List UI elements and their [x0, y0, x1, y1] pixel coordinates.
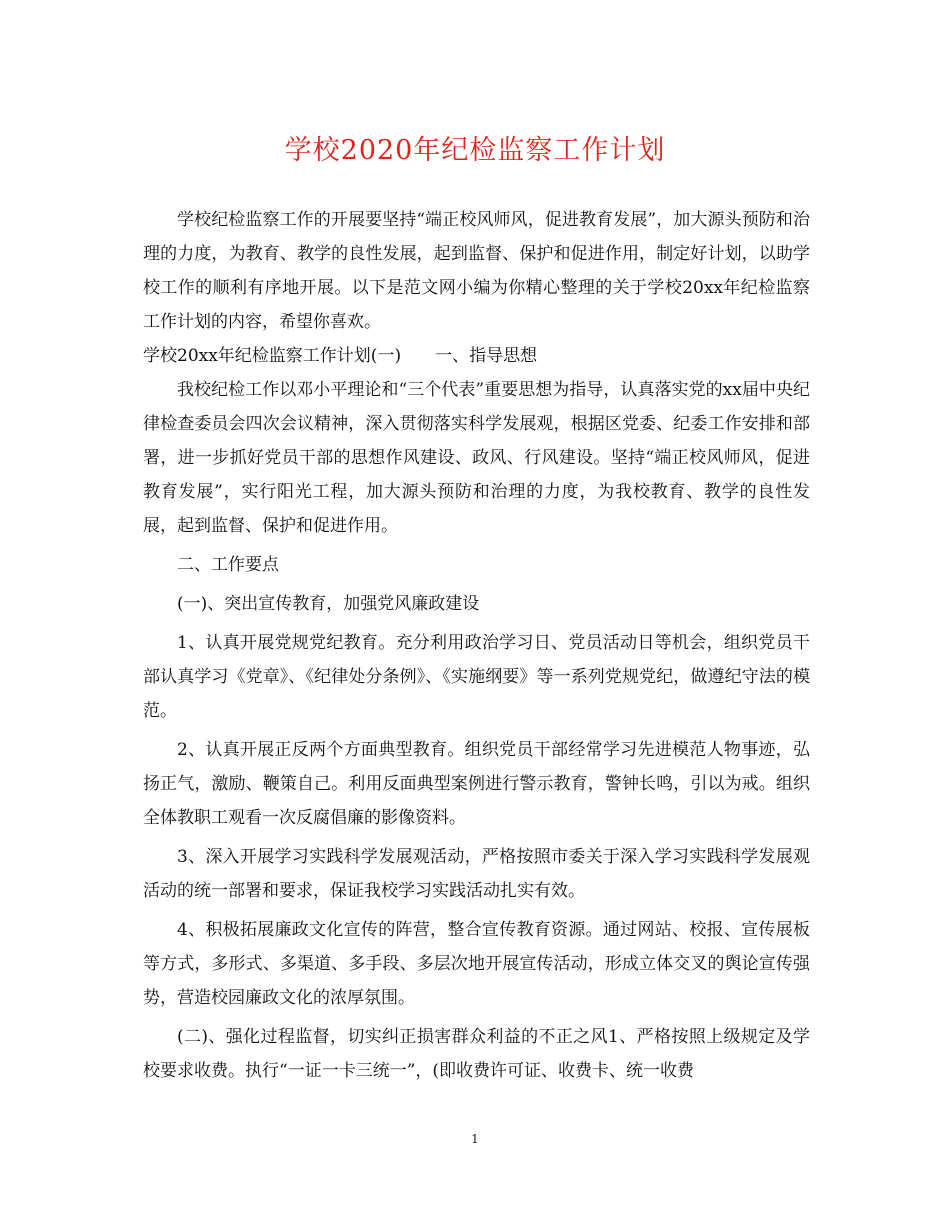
section-heading-work-points: 二、工作要点	[177, 555, 279, 575]
intro-paragraph: 学校纪检监察工作的开展要坚持“端正校风师风，促进教育发展”，加大源头预防和治理的力度，为教育、教学的良性发展，起到监督、保护和促进作用，制定好计划，以助学校工作的顺利有序地开展。以下是范文网小编为你精心整理的关于学校20xx年纪检监察工作计划的内容，希望你喜欢。	[143, 210, 810, 332]
guiding-thought-paragraph: 我校纪检工作以邓小平理论和“三个代表”重要思想为指导，认真落实党的xx届中央纪律检查委员会四次会议精神，深入贯彻落实科学发展观，根据区党委、纪委工作安排和部署，进一步抓好党员干部的思想作风建设、政风、行风建设。坚持“端正校风师风，促进教育发展”，实行阳光工程，加大源头预防和治理的力度，为我校教育、教学的良性发展，起到监督、保护和促进作用。	[143, 380, 810, 536]
list-item-paragraph: 3、深入开展学习实践科学发展观活动，严格按照市委关于深入学习实践科学发展观活动的统一部署和要求，保证我校学习实践活动扎实有效。	[143, 847, 810, 901]
list-item-paragraph: 4、积极拓展廉政文化宣传的阵营，整合宣传教育资源。通过网站、校报、宣传展板等方式，多形式、多渠道、多手段、多层次地开展宣传活动，形成立体交叉的舆论宣传强势，营造校园廉政文化的浓厚氛围。	[143, 920, 810, 1008]
document-body	[143, 203, 810, 1088]
subsection-heading-one: (一)、突出宣传教育，加强党风廉政建设	[177, 594, 480, 614]
subsection-heading-two: (二)、强化过程监督，切实纠正损害群众利益的不正之风1、严格按照上级规定及学校要求收费。执行“一证一卡三统一”，(即收费许可证、收费卡、统一收费	[143, 1027, 810, 1081]
document-title: 学校2020年纪检监察工作计划	[284, 135, 666, 166]
list-item-paragraph: 1、认真开展党规党纪教育。充分利用政治学习日、党员活动日等机会，组织党员干部认真学习《党章》、《纪律处分条例》、《实施纲要》等一系列党规党纪，做遵纪守法的模范。	[143, 633, 810, 721]
list-item-paragraph: 2、认真开展正反两个方面典型教育。组织党员干部经常学习先进模范人物事迹，弘扬正气，激励、鞭策自己。利用反面典型案例进行警示教育，警钟长鸣，引以为戒。组织全体教职工观看一次反腐倡廉的影像资料。	[143, 740, 810, 828]
page-number: 1	[471, 1132, 479, 1146]
section-heading-plan-one: 学校20xx年纪检监察工作计划(一) 一、指导思想	[143, 346, 538, 366]
